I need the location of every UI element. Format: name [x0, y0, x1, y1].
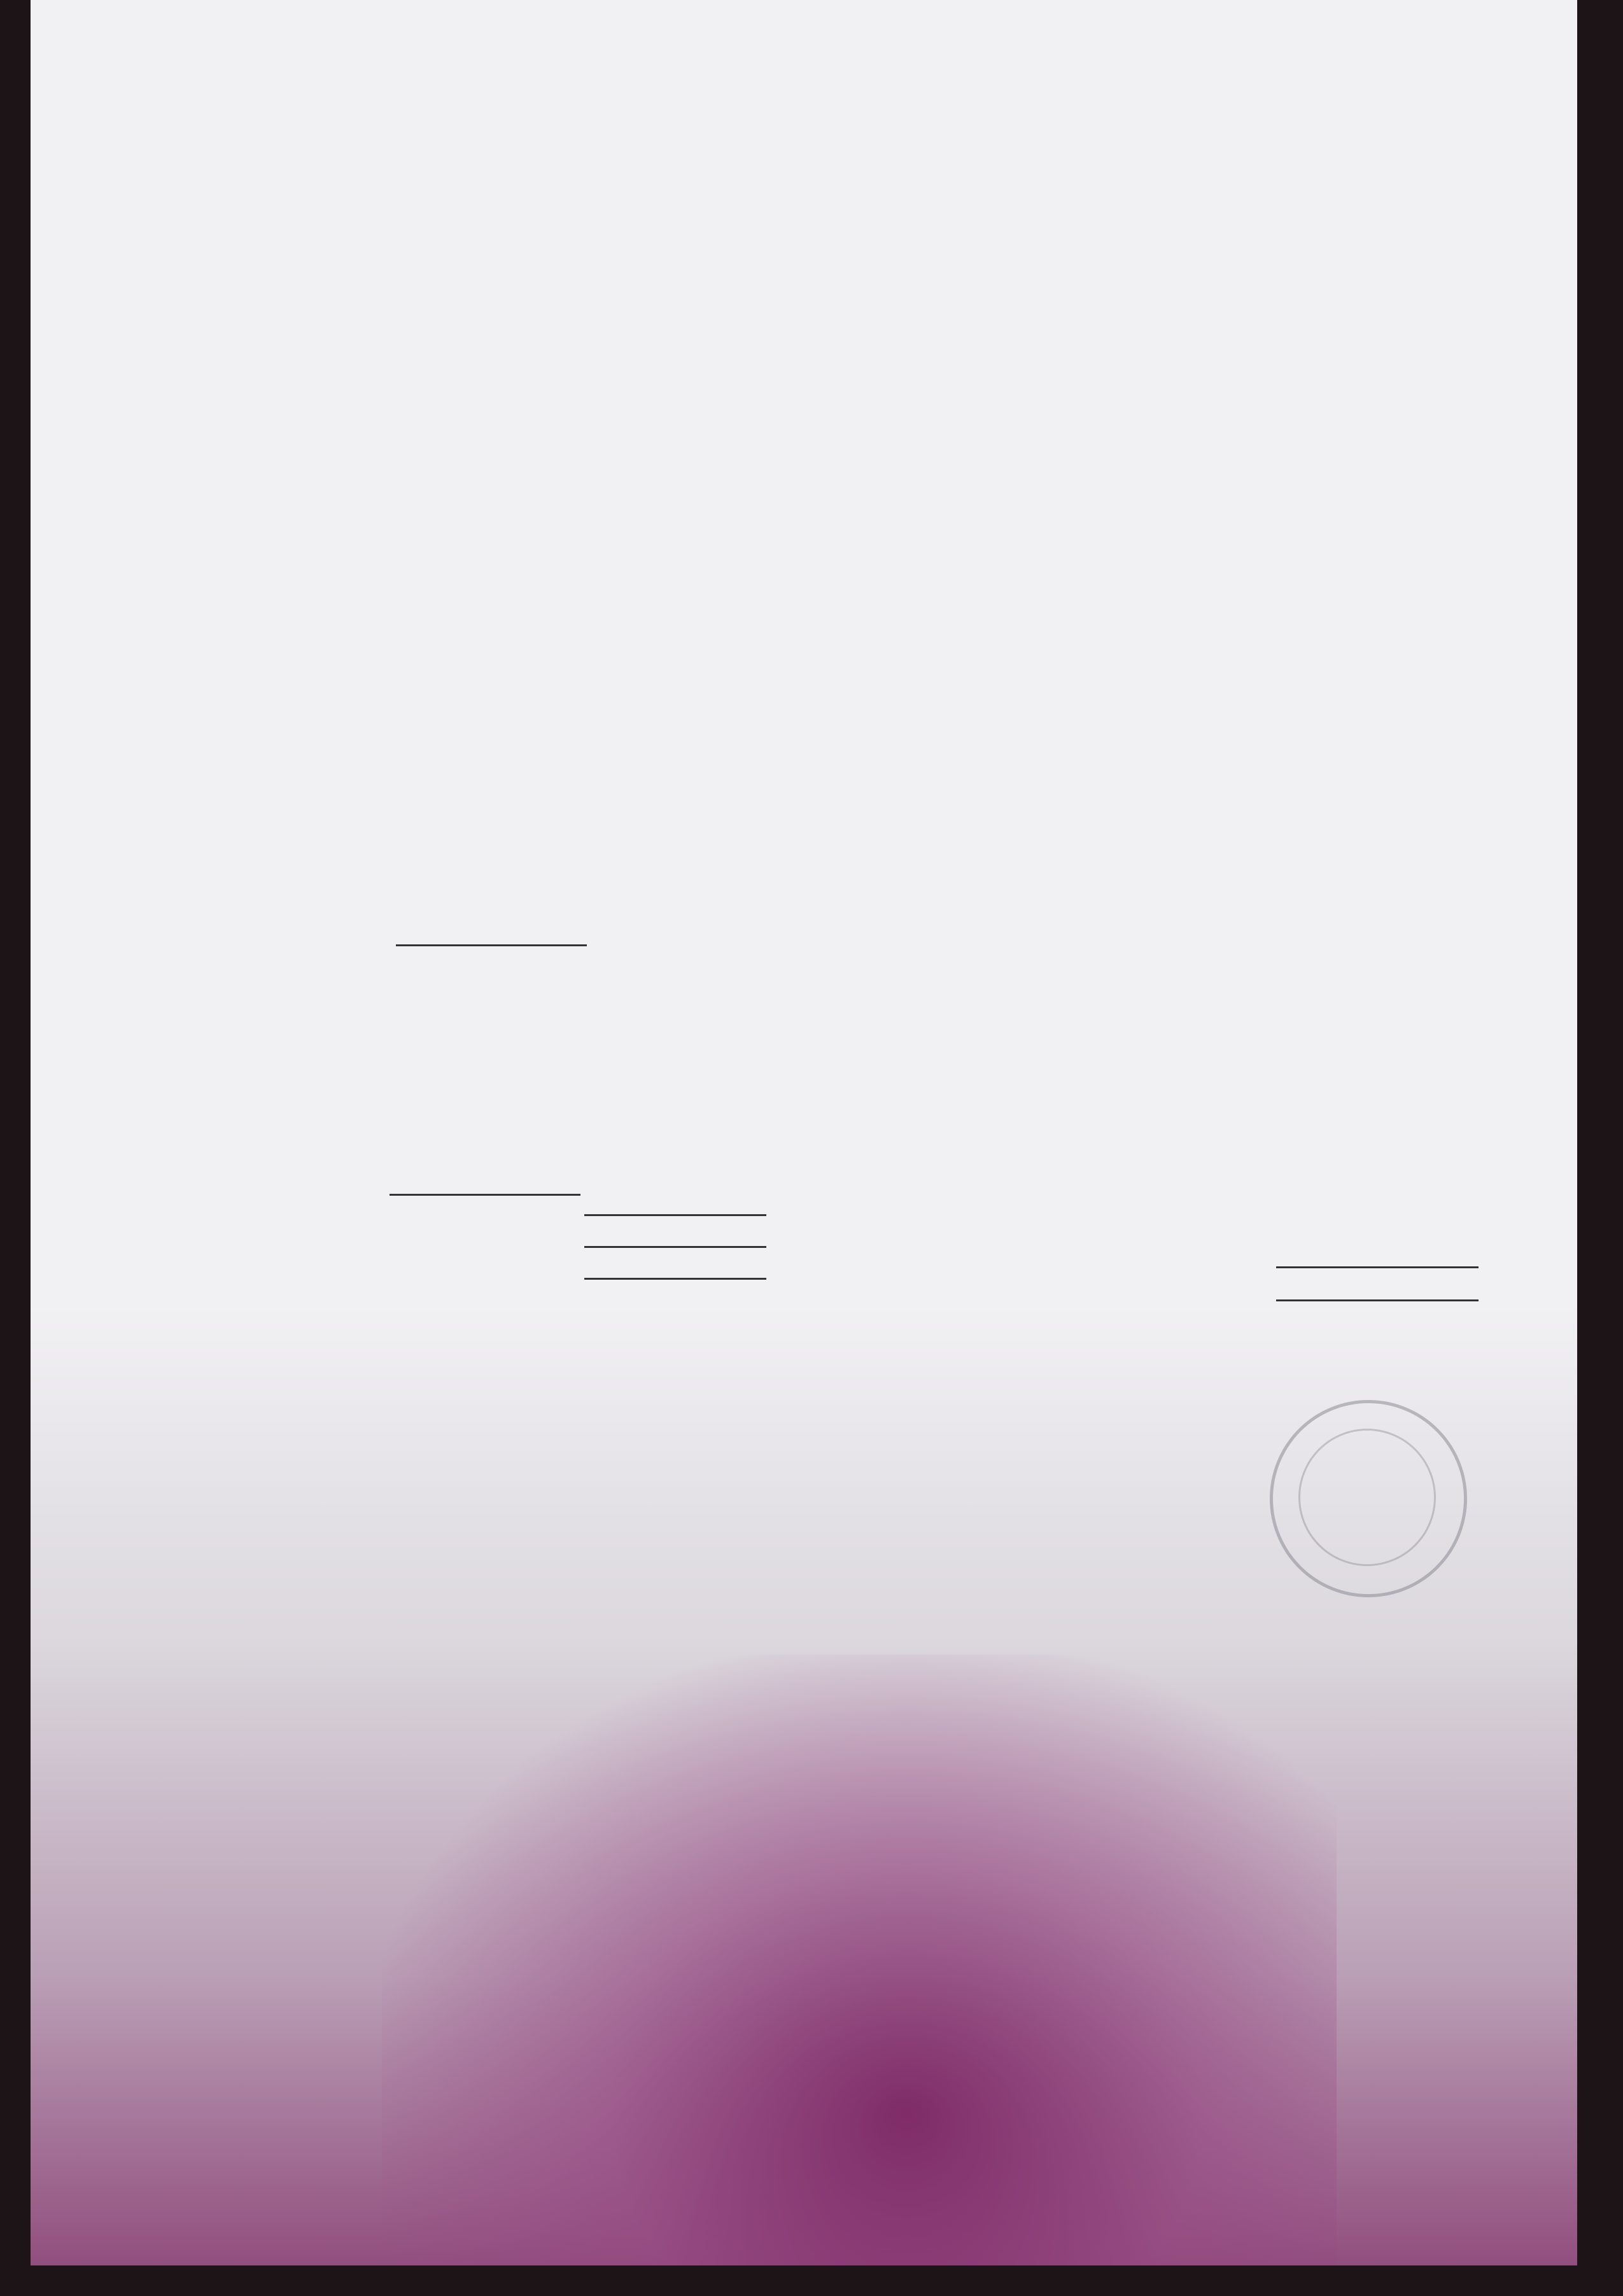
excess-top-rule [584, 1214, 766, 1216]
auditor-stamp [1270, 1400, 1467, 1597]
stamp-inner-ring [1298, 1429, 1436, 1566]
revenue-subtotal-rule [396, 944, 587, 946]
income-total-bottom-rule [1276, 1299, 1479, 1301]
income-total-top-rule [1276, 1266, 1479, 1268]
purple-shadow [382, 1655, 1337, 2265]
depreciation-subtotal-rule [390, 1194, 580, 1196]
expenditure-total-rule [584, 1278, 766, 1280]
excess-bottom-rule [584, 1246, 766, 1248]
